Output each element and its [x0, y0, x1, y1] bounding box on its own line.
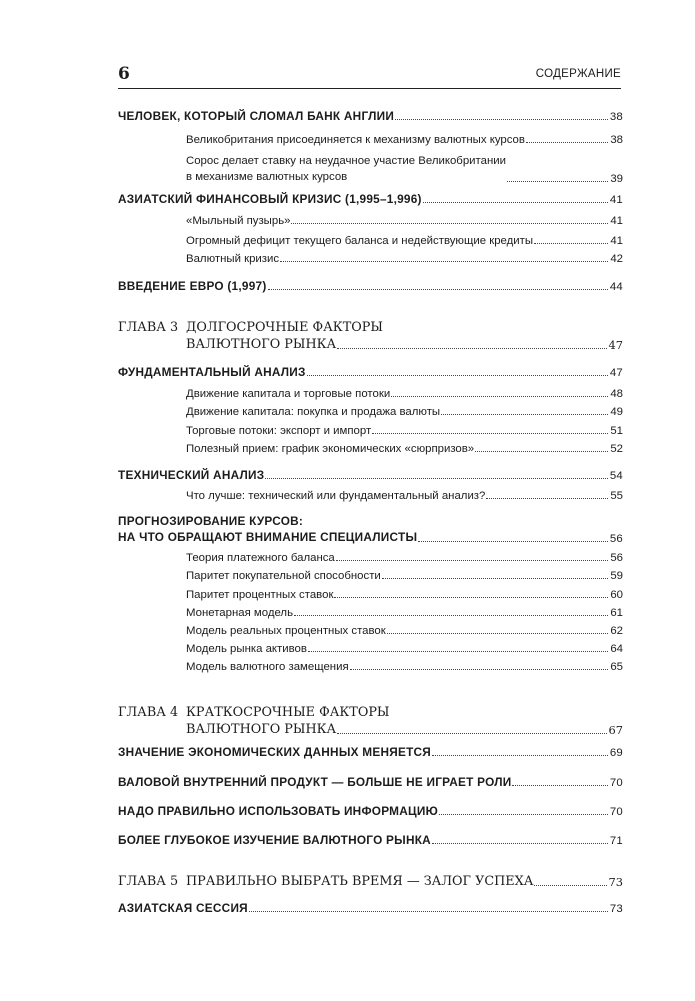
toc-section-entry[interactable] [118, 804, 623, 818]
entry-title [118, 513, 417, 545]
dot-leader [334, 597, 608, 598]
entry-title: АЗИАТСКИЙ ФИНАНСОВЫЙ КРИЗИС (1,995–1,996) [118, 192, 422, 206]
toc-chapter-entry[interactable] [186, 722, 623, 737]
entry-page: 71 [609, 835, 623, 847]
entry-title: Полезный прием: график экономических «сюрпризов» [186, 443, 475, 455]
toc-section-entry[interactable] [118, 775, 623, 789]
entry-page: 59 [610, 570, 623, 582]
toc-subsection-entry[interactable] [186, 552, 623, 564]
dot-leader [395, 119, 608, 120]
entry-page: 47 [608, 338, 623, 352]
entry-page: 61 [610, 607, 623, 619]
entry-page: 62 [610, 625, 623, 637]
entry-page: 38 [609, 111, 623, 123]
toc-section-entry[interactable] [118, 279, 623, 293]
entry-title: «Мыльный пузырь» [186, 215, 291, 227]
toc-subsection-entry[interactable] [186, 490, 623, 502]
chapter-title-line: ВАЛЮТНОГО РЫНКА [186, 722, 337, 737]
entry-page: 41 [609, 194, 623, 206]
dot-leader [391, 396, 608, 397]
dot-leader [372, 433, 608, 434]
entry-title: Паритет покупательной способности [186, 570, 381, 582]
entry-title: Великобритания присоединяется к механизму валютных курсов [186, 134, 525, 146]
dot-leader [336, 560, 609, 561]
dot-leader [534, 243, 608, 244]
entry-page: 54 [609, 470, 623, 482]
dot-leader [291, 223, 608, 224]
dot-leader [337, 348, 606, 349]
entry-page: 39 [610, 173, 623, 185]
chapter-title-line: ПРАВИЛЬНО ВЫБРАТЬ ВРЕМЯ — ЗАЛОГ УСПЕХА [186, 874, 534, 889]
entry-title-line: Сорос делает ставку на неудачное участие Великобритании [186, 155, 506, 167]
entry-page: 51 [610, 425, 623, 437]
entry-title: ТЕХНИЧЕСКИЙ АНАЛИЗ [118, 468, 265, 482]
entry-page: 52 [610, 443, 623, 455]
entry-title: Валютный кризис [186, 253, 280, 265]
dot-leader [418, 541, 608, 542]
dot-leader [382, 578, 609, 579]
entry-title: Модель рынка активов [186, 643, 307, 655]
entry-page: 38 [610, 134, 623, 146]
toc-subsection-entry[interactable] [186, 443, 623, 455]
toc-section-entry[interactable] [118, 365, 623, 379]
entry-title: Паритет процентных ставок [186, 589, 334, 601]
entry-page: 42 [610, 253, 623, 265]
entry-page: 48 [610, 388, 623, 400]
entry-page: 65 [610, 661, 623, 673]
entry-title: АЗИАТСКАЯ СЕССИЯ [118, 901, 248, 915]
dot-leader [526, 142, 608, 143]
entry-title: Что лучше: технический или фундаментальный анализ? [186, 490, 486, 502]
entry-title: Огромный дефицит текущего баланса и недействующие кредиты [186, 235, 534, 247]
entry-page: 55 [610, 490, 623, 502]
toc-section-entry[interactable] [118, 109, 623, 123]
toc-subsection-entry[interactable] [186, 607, 623, 619]
dot-leader [423, 202, 608, 203]
chapter-title-line: КРАТКОСРОЧНЫЕ ФАКТОРЫ [186, 705, 390, 720]
chapter-label: ГЛАВА 3 [118, 320, 179, 335]
entry-page: 56 [609, 533, 623, 545]
toc-subsection-entry[interactable] [186, 253, 623, 265]
chapter-title-line: ДОЛГОСРОЧНЫЕ ФАКТОРЫ [186, 320, 383, 335]
dot-leader [432, 843, 608, 844]
entry-title: ВАЛОВОЙ ВНУТРЕННИЙ ПРОДУКТ — БОЛЬШЕ НЕ ИГРАЕТ РОЛИ [118, 775, 512, 789]
entry-title: ЧЕЛОВЕК, КОТОРЫЙ СЛОМАЛ БАНК АНГЛИИ [118, 109, 395, 123]
toc-subsection-entry[interactable] [186, 215, 623, 227]
entry-title-line: НА ЧТО ОБРАЩАЮТ ВНИМАНИЕ СПЕЦИАЛИСТЫ [118, 530, 418, 544]
dot-leader [268, 289, 608, 290]
toc-section-entry[interactable] [118, 745, 623, 759]
entry-page: 41 [610, 235, 623, 247]
header-rule [118, 88, 621, 89]
entry-title: Теория платежного баланса [186, 552, 335, 564]
toc-subsection-entry[interactable] [186, 643, 623, 655]
dot-leader [486, 498, 608, 499]
toc-chapter-entry[interactable] [186, 874, 623, 889]
dot-leader [350, 669, 609, 670]
toc-subsection-entry[interactable] [186, 570, 623, 582]
toc-subsection-entry[interactable] [186, 661, 623, 673]
entry-page: 73 [608, 875, 623, 889]
dot-leader [439, 814, 608, 815]
toc-subsection-entry[interactable] [186, 235, 623, 247]
entry-title: ФУНДАМЕНТАЛЬНЫЙ АНАЛИЗ [118, 365, 306, 379]
toc-subsection-entry[interactable] [186, 589, 623, 601]
dot-leader [249, 911, 608, 912]
entry-page: 60 [610, 589, 623, 601]
entry-page: 49 [610, 406, 623, 418]
entry-title: БОЛЕЕ ГЛУБОКОЕ ИЗУЧЕНИЕ ВАЛЮТНОГО РЫНКА [118, 833, 431, 847]
toc-section-entry[interactable] [118, 468, 623, 482]
dot-leader [507, 181, 608, 182]
dot-leader [337, 733, 606, 734]
dot-leader [280, 261, 608, 262]
toc-section-entry[interactable] [118, 192, 623, 206]
entry-title: ВВЕДЕНИЕ ЕВРО (1,997) [118, 279, 267, 293]
toc-subsection-entry[interactable] [186, 406, 623, 418]
chapter-title-line: ВАЛЮТНОГО РЫНКА [186, 337, 337, 352]
entry-title: Движение капитала: покупка и продажа валюты [186, 406, 441, 418]
dot-leader [534, 885, 606, 886]
dot-leader [387, 633, 609, 634]
entry-title: Модель реальных процентных ставок [186, 625, 386, 637]
dot-leader [475, 451, 608, 452]
toc-chapter-entry[interactable] [186, 337, 623, 352]
entry-page: 73 [609, 903, 623, 915]
entry-title-line: в механизме валютных курсов [186, 171, 348, 183]
entry-title [186, 153, 506, 185]
entry-page: 56 [610, 552, 623, 564]
entry-title: НАДО ПРАВИЛЬНО ИСПОЛЬЗОВАТЬ ИНФОРМАЦИЮ [118, 804, 439, 818]
toc-subsection-entry[interactable] [186, 425, 623, 437]
toc-section-entry[interactable] [118, 833, 623, 847]
toc-subsection-entry[interactable] [186, 153, 623, 185]
toc-subsection-entry[interactable] [186, 134, 623, 146]
toc-section-entry[interactable] [118, 901, 623, 915]
entry-page: 64 [610, 643, 623, 655]
entry-title: Модель валютного замещения [186, 661, 349, 673]
dot-leader [265, 478, 607, 479]
toc-section-entry[interactable] [118, 513, 623, 545]
dot-leader [432, 755, 608, 756]
dot-leader [441, 414, 608, 415]
dot-leader [294, 615, 608, 616]
entry-title: Движение капитала и торговые потоки [186, 388, 391, 400]
entry-page: 69 [609, 747, 623, 759]
page-number: 6 [118, 64, 130, 84]
entry-page: 67 [608, 723, 623, 737]
entry-page: 47 [609, 367, 623, 379]
entry-title: ЗНАЧЕНИЕ ЭКОНОМИЧЕСКИХ ДАННЫХ МЕНЯЕТСЯ [118, 745, 432, 759]
toc-subsection-entry[interactable] [186, 625, 623, 637]
entry-page: 70 [609, 806, 623, 818]
entry-page: 41 [610, 215, 623, 227]
entry-page: 70 [609, 777, 623, 789]
entry-title-line: ПРОГНОЗИРОВАНИЕ КУРСОВ: [118, 514, 304, 528]
running-header-title: СОДЕРЖАНИЕ [535, 68, 621, 80]
entry-page: 44 [609, 281, 623, 293]
toc-subsection-entry[interactable] [186, 388, 623, 400]
entry-title: Монетарная модель [186, 607, 294, 619]
dot-leader [307, 375, 608, 376]
chapter-label: ГЛАВА 4 [118, 705, 179, 720]
entry-title: Торговые потоки: экспорт и импорт [186, 425, 372, 437]
chapter-label: ГЛАВА 5 [118, 874, 179, 889]
dot-leader [512, 785, 607, 786]
dot-leader [308, 651, 608, 652]
